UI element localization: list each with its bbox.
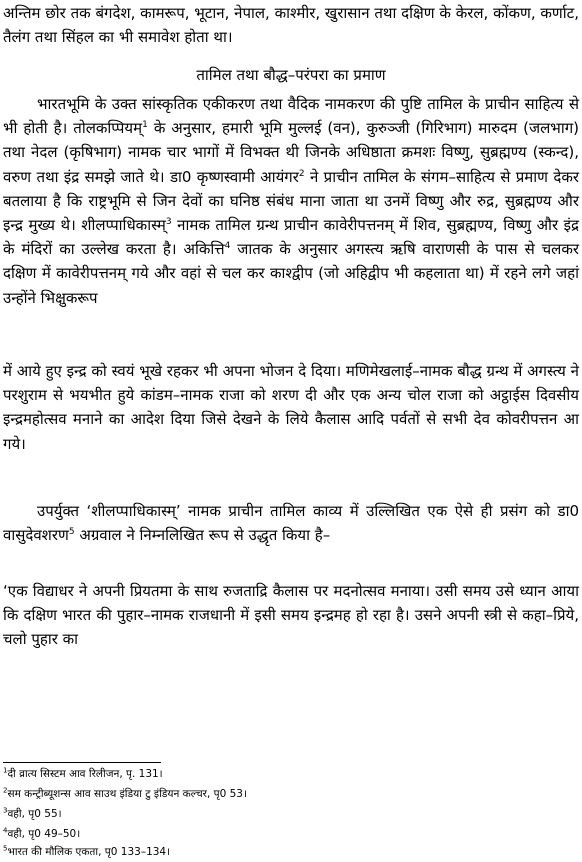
footnote-text: दी व्रात्य सिस्टम आव रिलीजन, पृ. 131।: [7, 768, 163, 780]
paragraph-text: में आये हुए इन्द्र को स्वयं भूखे रहकर भी अपना भोजन दे दिया। मणिमेखलाई–नामक बौद्ध ग्रन्थ में अगस्त्य ने परशुराम से भयभीत हुये कांडम–नामक राजा को शरण दी और एक अन्य चोल राजा को अट्ठाईस दिवसीय इन्द्रमहोत्सव मनाने का आदेश दिया जिसे देखने के लिये कैलास आदि पर्वतों से सभी देव कोवरीपत्तन आ गये।: [3, 362, 579, 453]
footnote-text: वही, पृ0 49–50।: [7, 828, 81, 840]
footnote-text: भारत की मौलिक एकता, पृ0 133–134।: [7, 846, 171, 858]
paragraph-silappadikaram: [3, 499, 579, 547]
footnote-ref[interactable]: 1: [142, 120, 148, 131]
footnote-number: 1: [3, 766, 8, 775]
paragraph-text: के अनुसार, हमारी भूमि मुल्लई (वन), कुरुञ्जी (गिरिभाग) मारुदम (जलभाग) तथा नेदल (कृषिभाग) नामक चार भागों में विभक्त थी जिनके अधिष्ठाता क्रमशः विष्णु, सुब्रह्मण्य (स्कन्द), वरुण तथा इंद्र समझे जाते थे। डा0 कृष्णस्वामी आयंगर: [3, 119, 579, 186]
footnote-ref[interactable]: 3: [165, 217, 172, 228]
paragraph-tamil-evidence: [3, 92, 579, 310]
footnote-number: 4: [3, 826, 8, 835]
paragraph-text: ‘एक विद्याधर ने अपनी प्रियतमा के साथ रुजताद्रि कैलास पर मदनोत्सव मनाया। उसी समय उसे ध्यान आया कि दक्षिण भारत की पुहार–नामक राजधानी में इसी समय इन्द्रमह हो रहा है। उसने अपनी स्त्री से कहा–प्रिये, चलो पुहार का: [3, 582, 579, 649]
footnote-text: वही, पृ0 55।: [7, 808, 62, 820]
paragraph-quotation: [3, 579, 579, 652]
footnote-1: [3, 767, 163, 781]
paragraph-text: नामक तामिल ग्रन्थ प्राचीन कावेरीपत्तनम् में शिव, सुब्रह्मण्य, विष्णु और इंद्र के मंदिरों का उल्लेख करता है। अकित्ति: [3, 216, 579, 259]
paragraph-text: उपर्युक्त ‘शीलप्पाधिकास्म्’ नामक प्राचीन तामिल काव्य में उल्लिखित एक ऐसे ही प्रसंग को डा0 वासुदेवशरण: [3, 502, 579, 545]
footnote-ref[interactable]: 4: [224, 241, 231, 252]
footnote-number: 3: [3, 806, 8, 815]
section-heading: तामिल तथा बौद्ध–परंपरा का प्रमाण: [196, 66, 386, 84]
paragraph-intro: [3, 1, 579, 49]
paragraph-text: अग्रवाल ने निम्नलिखित रूप से उद्धृत किया है–: [74, 526, 331, 545]
paragraph-text: जातक के अनुसार अगस्त्य ऋषि वाराणसी के पास से चलकर दक्षिण में कावेरीपत्तनम् गये और वहां से चल कर काश्द्वीप (जो अहिद्वीप भी कहलाता था) में रहने लगे जहां उन्होंने भिक्षुकरूप: [3, 240, 580, 307]
paragraph-text: ने प्राचीन तामिल के संगम–साहित्य से प्रमाण देकर बतलाया है कि राष्ट्रभूमि से जिन देवों का घनिष्ठ संबंध माना जाता था उनमें विष्णु और रुद्र, सुब्रह्मण्य और इन्द्र मुख्य थे। शीलप्पाधिकास्म्: [3, 167, 579, 235]
footnote-ref[interactable]: 2: [298, 168, 305, 179]
footnote-4: [3, 827, 80, 841]
footnote-number: 5: [3, 844, 8, 853]
footnote-ref[interactable]: 5: [68, 527, 75, 538]
footnote-number: 2: [3, 786, 8, 795]
footnote-3: [3, 807, 62, 821]
paragraph-intro-text: अन्तिम छोर तक बंगदेश, कामरूप, भूटान, नेपाल, काश्मीर, खुरासान तथा दक्षिण के केरल, कोंकण, कर्णाट, तैलंग तथा सिंहल का भी समावेश होता था।: [3, 4, 579, 47]
footnote-divider: [3, 762, 161, 763]
footnote-text: सम कन्ट्रीब्यूशन्स आव साउथ इंडिया टु इंडियन कल्चर, पृ0 53।: [7, 788, 247, 800]
paragraph-manimekhalai: [3, 359, 579, 456]
footnote-5: [3, 845, 170, 859]
paragraph-text: भारतभूमि के उक्त सांस्कृतिक एकीकरण तथा वैदिक नामकरण की पुष्टि तामिल के प्राचीन साहित्य से भी होती है। तोलकप्पियम्: [3, 95, 579, 138]
footnote-2: [3, 787, 247, 801]
